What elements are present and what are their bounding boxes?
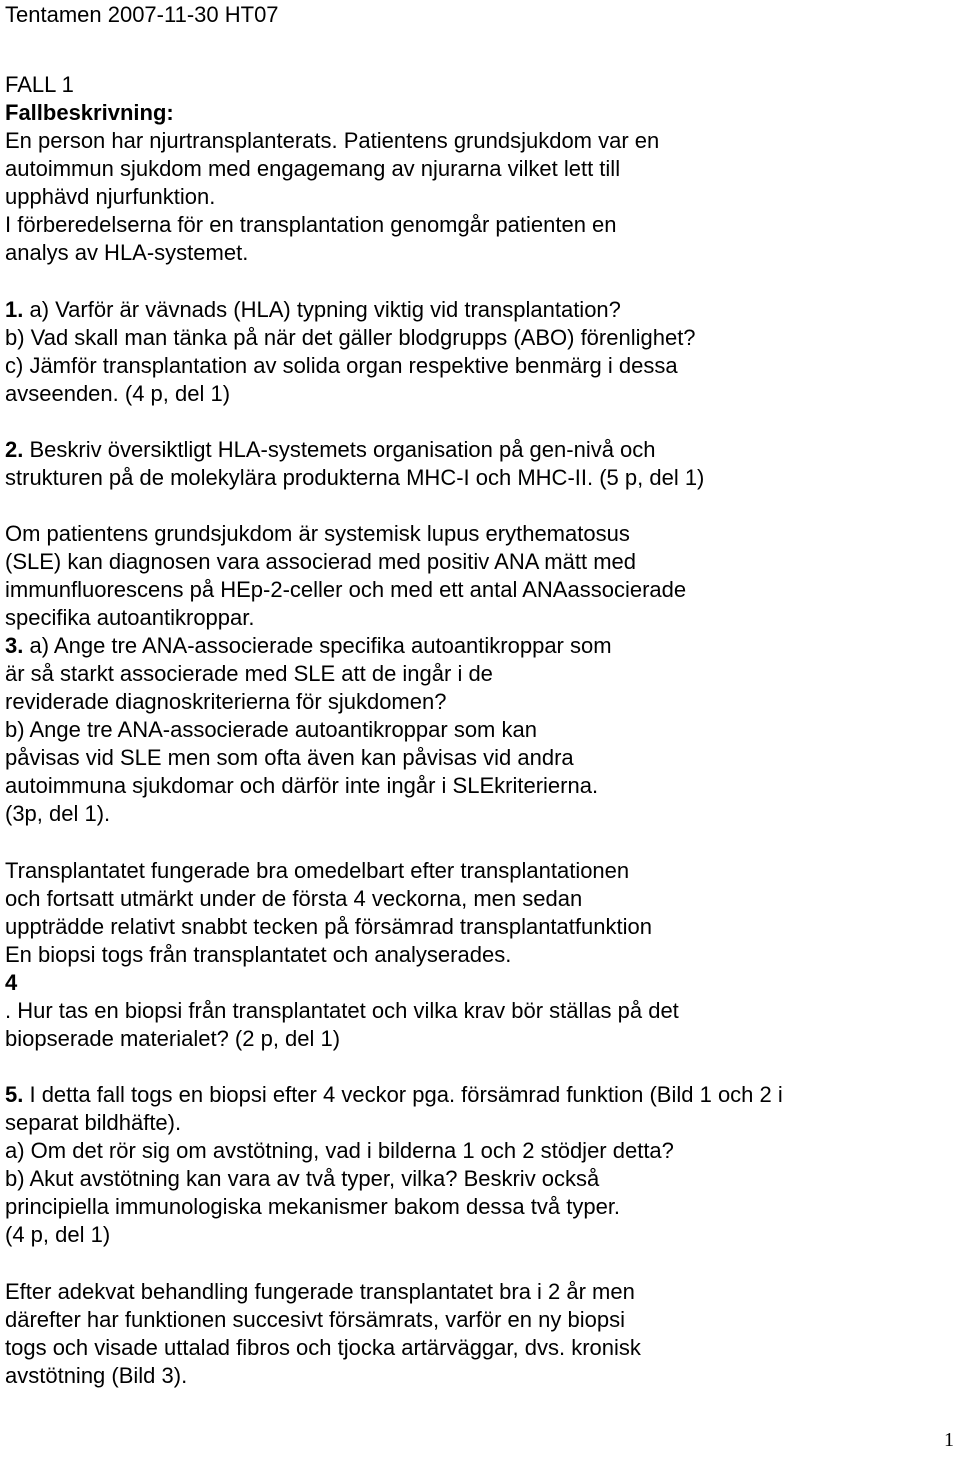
- case-intro-line: analys av HLA-systemet.: [5, 240, 249, 265]
- sle-paragraph-line: specifika autoantikroppar.: [5, 605, 255, 630]
- page-number: 1: [944, 1429, 954, 1451]
- question-4-line: . Hur tas en biopsi från transplantatet och vilka krav bör ställas på det: [5, 998, 679, 1023]
- question-1-number: 1.: [5, 297, 24, 322]
- question-1-line: avseenden. (4 p, del 1): [5, 381, 231, 406]
- question-5-line: principiella immunologiska mekanismer bakom dessa två typer.: [5, 1194, 621, 1219]
- question-1-text: a) Varför är vävnads (HLA) typning viktig vid transplantation?: [23, 297, 621, 322]
- case-intro-line: autoimmun sjukdom med engagemang av njurarna vilket lett till: [5, 156, 621, 181]
- question-3-line: [5, 632, 612, 660]
- question-3-text: a) Ange tre ANA-associerade specifika autoantikroppar som: [23, 633, 612, 658]
- transplant-paragraph-line: En biopsi togs från transplantatet och analyserades.: [5, 942, 512, 967]
- question-2-number: 2.: [5, 437, 24, 462]
- question-3-line: är så starkt associerade med SLE att de ingår i de: [5, 661, 493, 686]
- sle-paragraph-line: immunfluorescens på HEp-2-celler och med ett antal ANAassocierade: [5, 577, 687, 602]
- question-5-text: I detta fall togs en biopsi efter 4 veckor pga. försämrad funktion (Bild 1 och 2 i: [23, 1082, 783, 1107]
- case-intro-line: I förberedelserna för en transplantation genomgår patienten en: [5, 212, 617, 237]
- question-3-line: reviderade diagnoskriterierna för sjukdomen?: [5, 689, 447, 714]
- question-2-text: Beskriv översiktligt HLA-systemets organisation på gen-nivå och: [23, 437, 656, 462]
- question-3-number: 3.: [5, 633, 24, 658]
- final-paragraph-line: avstötning (Bild 3).: [5, 1363, 188, 1388]
- transplant-paragraph-line: uppträdde relativt snabbt tecken på försämrad transplantatfunktion: [5, 914, 652, 939]
- case-description-heading: Fallbeskrivning:: [5, 100, 174, 125]
- question-5-number: 5.: [5, 1082, 24, 1107]
- transplant-paragraph-line: och fortsatt utmärkt under de första 4 veckorna, men sedan: [5, 886, 583, 911]
- question-5-line: (4 p, del 1): [5, 1222, 111, 1247]
- question-3-line: b) Ange tre ANA-associerade autoantikroppar som kan: [5, 717, 537, 742]
- sle-paragraph-line: (SLE) kan diagnosen vara associerad med positiv ANA mätt med: [5, 549, 636, 574]
- question-1-line: c) Jämför transplantation av solida organ respektive benmärg i dessa: [5, 353, 678, 378]
- exam-header-title: Tentamen 2007-11-30 HT07: [5, 2, 279, 27]
- sle-paragraph-line: Om patientens grundsjukdom är systemisk lupus erythematosus: [5, 521, 630, 546]
- question-4-number: 4: [5, 970, 18, 995]
- question-5-line: separat bildhäfte).: [5, 1110, 182, 1135]
- transplant-paragraph-line: Transplantatet fungerade bra omedelbart efter transplantationen: [5, 858, 630, 883]
- question-3-line: (3p, del 1).: [5, 801, 111, 826]
- question-1-line: [5, 296, 621, 324]
- question-5-line: b) Akut avstötning kan vara av två typer, vilka? Beskriv också: [5, 1166, 600, 1191]
- question-2-line: strukturen på de molekylära produkterna MHC-I och MHC-II. (5 p, del 1): [5, 465, 705, 490]
- case-label: FALL 1: [5, 72, 74, 97]
- question-1-line: b) Vad skall man tänka på när det gäller blodgrupps (ABO) förenlighet?: [5, 325, 696, 350]
- case-intro-line: En person har njurtransplanterats. Patientens grundsjukdom var en: [5, 128, 660, 153]
- question-5-line: a) Om det rör sig om avstötning, vad i bilderna 1 och 2 stödjer detta?: [5, 1138, 674, 1163]
- final-paragraph-line: därefter har funktionen succesivt försämrats, varför en ny biopsi: [5, 1307, 625, 1332]
- question-5-line: [5, 1081, 783, 1109]
- question-4-line: biopserade materialet? (2 p, del 1): [5, 1026, 341, 1051]
- final-paragraph-line: togs och visade uttalad fibros och tjocka artärväggar, dvs. kronisk: [5, 1335, 641, 1360]
- final-paragraph-line: Efter adekvat behandling fungerade transplantatet bra i 2 år men: [5, 1279, 635, 1304]
- question-3-line: autoimmuna sjukdomar och därför inte ingår i SLEkriterierna.: [5, 773, 599, 798]
- question-3-line: påvisas vid SLE men som ofta även kan påvisas vid andra: [5, 745, 574, 770]
- case-intro-line: upphävd njurfunktion.: [5, 184, 216, 209]
- question-2-line: [5, 436, 656, 464]
